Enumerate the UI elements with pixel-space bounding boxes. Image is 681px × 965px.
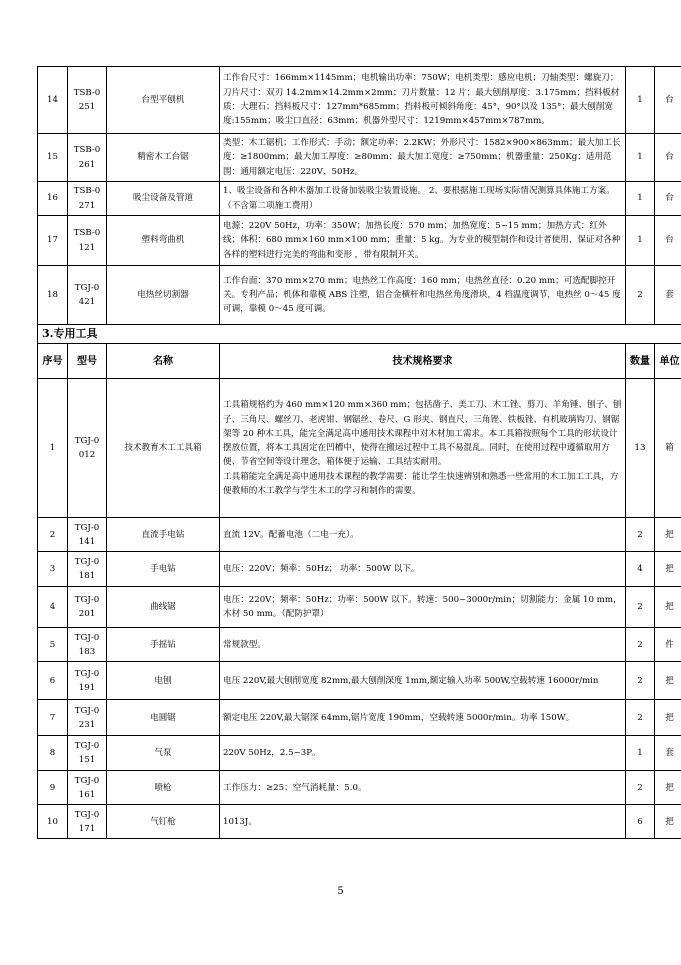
- row-unit: 把: [655, 805, 681, 839]
- row-model: TSB-0 121: [68, 216, 107, 266]
- row-spec: 工作台面：370 mm×270 mm；电热丝工作高度：160 mm；电热丝直径：0.20 mm；可选配脚控开关。专利产品；机体和靠模 ABS 注塑，铝合金横杆和电热丝角度滑块，4 档温度调节，电热丝 0～45 度可调，靠模 0～45 度可调。: [220, 266, 626, 325]
- row-name: 直流手电钻: [107, 518, 220, 552]
- row-unit: 把: [655, 662, 681, 700]
- row-model: TGJ-0 151: [68, 736, 107, 771]
- row-spec: 常规款型。: [220, 628, 626, 662]
- row-name: 喷枪: [107, 771, 220, 805]
- row-name: 电刨: [107, 662, 220, 700]
- table-row: [38, 805, 681, 839]
- row-quantity: 2: [626, 587, 655, 628]
- table-row: [38, 587, 681, 628]
- row-unit: 把: [655, 518, 681, 552]
- row-model: TGJ-0 183: [68, 628, 107, 662]
- table-row: [38, 134, 681, 182]
- row-unit: 台: [655, 182, 681, 216]
- table-row: [38, 266, 681, 325]
- equipment-table: [37, 66, 681, 839]
- row-number: 15: [38, 134, 68, 182]
- row-name: 气泵: [107, 736, 220, 771]
- row-spec: 1、吸尘设备和各种木器加工设备加装吸尘装置设施。 2、要根据施工现场实际情况测算具体施工方案。（不含第二项施工费用）: [220, 182, 626, 216]
- row-model: TSB-0 251: [68, 67, 107, 134]
- row-number: 2: [38, 518, 68, 552]
- section-title: 3.专用工具: [38, 325, 681, 344]
- row-name: 塑料弯曲机: [107, 216, 220, 266]
- table-row: [38, 628, 681, 662]
- row-quantity: 4: [626, 552, 655, 587]
- row-spec: 1013J。: [220, 805, 626, 839]
- row-unit: 套: [655, 736, 681, 771]
- row-number: 4: [38, 587, 68, 628]
- row-number: 5: [38, 628, 68, 662]
- row-quantity: 2: [626, 771, 655, 805]
- row-unit: 把: [655, 587, 681, 628]
- row-model: TGJ-0 012: [68, 379, 107, 518]
- row-model: TGJ-0 141: [68, 518, 107, 552]
- page-number: 5: [337, 886, 344, 897]
- row-model: TGJ-0 171: [68, 805, 107, 839]
- table-row: [38, 518, 681, 552]
- row-unit: 台: [655, 134, 681, 182]
- row-quantity: 2: [626, 628, 655, 662]
- row-quantity: 1: [626, 736, 655, 771]
- row-name: 精密木工台锯: [107, 134, 220, 182]
- row-quantity: 2: [626, 266, 655, 325]
- row-quantity: 1: [626, 134, 655, 182]
- header-no: 序号: [38, 344, 68, 379]
- row-spec: 220V 50Hz，2.5~3P。: [220, 736, 626, 771]
- table-header-row: [38, 344, 681, 379]
- table-row: [38, 662, 681, 700]
- row-spec: 直流 12V。配蓄电池（二电一充）。: [220, 518, 626, 552]
- row-number: 3: [38, 552, 68, 587]
- row-name: 电圆锯: [107, 700, 220, 736]
- row-number: 17: [38, 216, 68, 266]
- row-quantity: 13: [626, 379, 655, 518]
- row-spec: 额定电压 220V,最大锯深 64mm,锯片宽度 190mm，空载转速 5000r/min。功率 150W。: [220, 700, 626, 736]
- row-name: 电热丝切割器: [107, 266, 220, 325]
- table-row: [38, 67, 681, 134]
- bottom-rows: [38, 379, 681, 839]
- row-name: 曲线锯: [107, 587, 220, 628]
- row-unit: 箱: [655, 379, 681, 518]
- row-spec: 电压：220V；频率：50Hz； 功率：500W 以下。: [220, 552, 626, 587]
- row-quantity: 1: [626, 182, 655, 216]
- row-spec: 类型：木工锯机；工作形式：手动；额定功率：2.2KW；外形尺寸：1582×900×863mm；最大加工长度：≥1800mm；最大加工厚度：≥80mm；最大加工宽度：≥750mm；机器重量：250Kg；适用范围：通用额定电压：220V、50Hz。: [220, 134, 626, 182]
- table-row: [38, 182, 681, 216]
- row-number: 18: [38, 266, 68, 325]
- row-quantity: 2: [626, 662, 655, 700]
- table-row: [38, 216, 681, 266]
- header-spec: 技术规格要求: [220, 344, 626, 379]
- row-model: TGJ-0 191: [68, 662, 107, 700]
- top-rows: [38, 67, 681, 325]
- row-name: 台型平刨机: [107, 67, 220, 134]
- table-row: [38, 771, 681, 805]
- header-model: 型号: [68, 344, 107, 379]
- row-quantity: 2: [626, 518, 655, 552]
- row-spec: 电源：220V 50Hz，功率：350W；加热长度：570 mm；加热宽度：5~15 mm；加热方式：红外线；体积：680 mm×160 mm×100 mm；重量：5 kg。为专业的模型制作和设计者使用，保证对各种各样的塑料进行完美的弯曲和变形 ，带有限制开关。: [220, 216, 626, 266]
- section-header: [38, 325, 681, 379]
- row-unit: 台: [655, 67, 681, 134]
- row-unit: 套: [655, 266, 681, 325]
- header-unit: 单位: [655, 344, 681, 379]
- row-unit: 把: [655, 552, 681, 587]
- row-model: TGJ-0 421: [68, 266, 107, 325]
- row-model: TGJ-0 181: [68, 552, 107, 587]
- row-number: 10: [38, 805, 68, 839]
- row-name: 手电钻: [107, 552, 220, 587]
- table-row: [38, 700, 681, 736]
- table-row: [38, 379, 681, 518]
- row-model: TGJ-0 231: [68, 700, 107, 736]
- row-quantity: 1: [626, 67, 655, 134]
- row-spec: 电压：220V；频率：50Hz；功率：500W 以下。转速：500~3000r/min；切割能力：金属 10 mm，木材 50 mm。（配防护罩）: [220, 587, 626, 628]
- row-unit: 把: [655, 771, 681, 805]
- row-quantity: 6: [626, 805, 655, 839]
- row-unit: 件: [655, 628, 681, 662]
- row-model: TSB-0 271: [68, 182, 107, 216]
- row-number: 8: [38, 736, 68, 771]
- row-number: 7: [38, 700, 68, 736]
- row-spec: 工作压力：≥25；空气消耗量：5.0。: [220, 771, 626, 805]
- row-spec: 电压 220V,最大刨削宽度 82mm,最大刨削深度 1mm,额定输入功率 500W,空载转速 16000r/min: [220, 662, 626, 700]
- row-spec: 工作台尺寸：166mm×1145mm；电机输出功率：750W；电机类型：感应电机；刀轴类型：螺旋刀；刀片尺寸：双刃 14.2mm×14.2mm×2mm；刀片数量：12 片；最大刨削厚度：3.175mm；挡料板材质：大理石；挡料板尺寸：127mm*685mm；挡料板可倾斜角度：45°，90°以及 135°；最大刨削宽度:155mm；吸尘口直径：63mm；机器外型尺寸：1219mm×457mm×787mm。: [220, 67, 626, 134]
- row-unit: 台: [655, 216, 681, 266]
- row-name: 气钉枪: [107, 805, 220, 839]
- table-row: [38, 736, 681, 771]
- row-quantity: 2: [626, 700, 655, 736]
- row-number: 1: [38, 379, 68, 518]
- row-quantity: 1: [626, 216, 655, 266]
- row-name: 技术教育木工工具箱: [107, 379, 220, 518]
- row-name: 吸尘设备及管道: [107, 182, 220, 216]
- row-model: TGJ-0 161: [68, 771, 107, 805]
- row-model: TSB-0 261: [68, 134, 107, 182]
- row-number: 6: [38, 662, 68, 700]
- row-name: 手摇钻: [107, 628, 220, 662]
- header-qty: 数量: [626, 344, 655, 379]
- row-number: 16: [38, 182, 68, 216]
- header-name: 名称: [107, 344, 220, 379]
- row-spec: 工具箱规格约为 460 mm×120 mm×360 mm；包括凿子、美工刀、木工锉、剪刀、羊角锤、刨子、刨子、三角尺、螺丝刀、老虎钳、钢锯丝、卷尺、G 形夹、钢直尺、三角锉、铁板锉、有机玻璃钩刀、钢锯架等 20 种木工具，能完全满足高中通用技术课程中对木材加工需求。本工具箱按照每个工具的形状设计摆放位置，将本工具固定在凹槽中，使得在搬运过程中工具不易混乱。同时，在使用过程中遵循取用方便、节省空间等设计理念，箱体便于运输、工具结实耐用。 工具箱能完全满足高中通用技术课程的教学需要：能让学生快速辨别和熟悉一些常用的木工加工工具，方便教师的木工教学与学生木工的学习和制作的需要。: [220, 379, 626, 518]
- row-model: TGJ-0 201: [68, 587, 107, 628]
- row-number: 14: [38, 67, 68, 134]
- row-unit: 把: [655, 700, 681, 736]
- table-row: [38, 552, 681, 587]
- row-number: 9: [38, 771, 68, 805]
